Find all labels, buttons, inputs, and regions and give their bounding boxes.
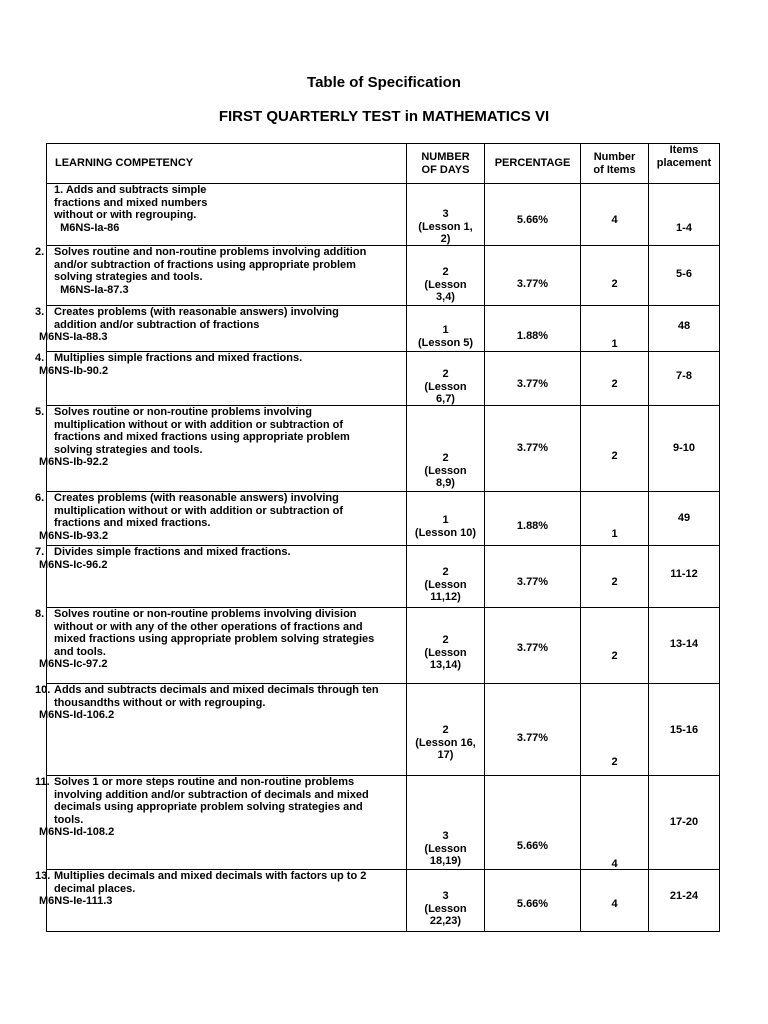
- percentage-value: 3.77%: [516, 642, 549, 654]
- days-cell: [407, 684, 485, 776]
- items-value: 1: [611, 528, 618, 540]
- items-value: 2: [611, 576, 618, 588]
- days-value: 2 (Lesson 11,12): [424, 566, 467, 603]
- days-cell: [407, 608, 485, 684]
- table-row: [47, 776, 720, 870]
- days-value: 3 (Lesson 22,23): [424, 890, 467, 927]
- percentage-value: 3.77%: [516, 278, 549, 290]
- items-cell: [581, 492, 649, 546]
- placement-value: 48: [677, 320, 691, 332]
- days-value: 3 (Lesson 1, 2): [418, 208, 473, 245]
- competency-code: M6NS-Id-106.2: [39, 709, 115, 721]
- competency-code: M6NS-Ia-86: [54, 221, 120, 234]
- competency-code: M6NS-Ib-93.2: [39, 529, 109, 542]
- competency-number: 3.: [35, 306, 45, 318]
- table-row: [47, 684, 720, 776]
- competency-text: Solves routine or non-routine problems involving division without or with any of the other operations of fractions and mixed fractions using appropriate problem solving strategies and tools.: [54, 608, 375, 658]
- percentage-value: 5.66%: [516, 214, 549, 226]
- competency-number: 8.: [35, 608, 45, 620]
- competency-code: M6NS-Ib-92.2: [39, 456, 109, 468]
- competency-number: 5.: [35, 406, 45, 418]
- days-value: 2 (Lesson 16, 17): [415, 724, 476, 761]
- percentage-cell: [485, 776, 581, 870]
- placement-cell: [649, 492, 720, 546]
- placement-value: 13-14: [669, 638, 699, 650]
- competency-code: M6NS-Ia-87.3: [54, 283, 129, 296]
- items-value: 2: [611, 756, 618, 768]
- days-value: 2 (Lesson 6,7): [424, 368, 467, 405]
- days-cell: [407, 306, 485, 352]
- percentage-cell: [485, 608, 581, 684]
- days-value: 1 (Lesson 10): [414, 514, 477, 539]
- table-row: [47, 492, 720, 546]
- competency-cell: [35, 546, 407, 608]
- table-header-row: [47, 144, 720, 184]
- items-cell: [581, 246, 649, 306]
- percentage-cell: [485, 492, 581, 546]
- table-row: [47, 352, 720, 406]
- competency-cell: [35, 684, 407, 776]
- competency-text: Creates problems (with reasonable answers) involving multiplication without or with addition or subtraction of fractions and mixed fractions.: [54, 492, 344, 529]
- competency-number: 7.: [35, 546, 45, 558]
- competency-code: M6NS-Ie-111.3: [39, 895, 113, 907]
- days-cell: [407, 352, 485, 406]
- items-cell: [581, 406, 649, 492]
- table-row: [47, 546, 720, 608]
- header-number-of-items: Number of Items: [581, 144, 649, 184]
- percentage-cell: [485, 352, 581, 406]
- table-row: [47, 608, 720, 684]
- items-cell: [581, 546, 649, 608]
- percentage-value: 3.77%: [516, 442, 549, 454]
- competency-number: 6.: [35, 492, 45, 504]
- items-value: 2: [611, 278, 618, 290]
- days-cell: [407, 406, 485, 492]
- placement-value: 1-4: [676, 222, 692, 234]
- days-value: 1 (Lesson 5): [417, 324, 473, 349]
- percentage-cell: [485, 306, 581, 352]
- competency-text: 1. Adds and subtracts simple fractions and mixed numbers without or with regrouping.: [54, 184, 208, 221]
- items-cell: [581, 776, 649, 870]
- items-cell: [581, 608, 649, 684]
- placement-cell: [649, 684, 720, 776]
- competency-cell: [35, 870, 407, 932]
- items-value: 2: [611, 378, 618, 390]
- document-subtitle: FIRST QUARTERLY TEST in MATHEMATICS VI: [218, 108, 550, 125]
- percentage-cell: [485, 546, 581, 608]
- header-percentage: PERCENTAGE: [485, 144, 581, 184]
- competency-code: M6NS-Ic-96.2: [39, 558, 108, 571]
- competency-cell: [47, 184, 407, 246]
- percentage-value: 1.88%: [516, 520, 549, 532]
- percentage-value: 1.88%: [516, 330, 549, 342]
- competency-code: M6NS-Id-108.2: [39, 826, 115, 838]
- days-value: 3 (Lesson 18,19): [424, 830, 467, 867]
- items-cell: [581, 870, 649, 932]
- placement-cell: [649, 406, 720, 492]
- competency-number: 11.: [35, 776, 50, 788]
- items-value: 2: [611, 450, 618, 462]
- items-cell: [581, 684, 649, 776]
- percentage-cell: [485, 684, 581, 776]
- competency-number: 13.: [35, 870, 51, 882]
- placement-value: 7-8: [676, 370, 692, 382]
- placement-cell: [649, 546, 720, 608]
- table-row: [47, 184, 720, 246]
- percentage-cell: [485, 246, 581, 306]
- competency-text: Divides simple fractions and mixed fractions.: [54, 546, 291, 558]
- competency-text: Solves routine and non-routine problems involving addition and/or subtraction of fractions using appropriate problem solving strategies and tools.: [54, 246, 367, 283]
- competency-text: Solves routine or non-routine problems involving multiplication without or with addition or subtraction of fractions and mixed fractions using appropriate problem solving strategies and tools.: [54, 406, 350, 456]
- days-cell: [407, 870, 485, 932]
- placement-value: 17-20: [669, 816, 699, 828]
- competency-cell: [35, 776, 407, 870]
- placement-value: 9-10: [672, 442, 696, 454]
- competency-cell: [35, 608, 407, 684]
- table-row: [47, 246, 720, 306]
- items-value: 4: [611, 214, 618, 226]
- placement-value: 15-16: [669, 724, 699, 736]
- placement-cell: [649, 870, 720, 932]
- percentage-value: 3.77%: [516, 576, 549, 588]
- competency-cell: [35, 492, 407, 546]
- percentage-value: 5.66%: [516, 840, 549, 852]
- competency-cell: [35, 246, 407, 306]
- header-number-of-days: NUMBER OF DAYS: [407, 144, 485, 184]
- competency-text: Solves 1 or more steps routine and non-routine problems involving addition and/or subtraction of decimals and mixed decimals using appropriate problem solving strategies and tools.: [54, 776, 369, 826]
- days-value: 2 (Lesson 13,14): [424, 634, 467, 671]
- competency-number: 2.: [35, 246, 45, 258]
- items-value: 4: [611, 898, 618, 910]
- placement-value: 5-6: [676, 268, 692, 280]
- percentage-value: 3.77%: [516, 732, 549, 744]
- items-value: 4: [611, 858, 618, 870]
- competency-code: M6NS-Ic-97.2: [39, 658, 108, 670]
- placement-cell: [649, 246, 720, 306]
- days-cell: [407, 246, 485, 306]
- percentage-value: 3.77%: [516, 378, 549, 390]
- placement-cell: [649, 608, 720, 684]
- competency-text: Multiplies simple fractions and mixed fractions.: [54, 352, 303, 364]
- days-cell: [407, 492, 485, 546]
- items-cell: [581, 306, 649, 352]
- competency-text: Creates problems (with reasonable answers) involving addition and/or subtraction of fractions: [54, 306, 339, 331]
- competency-code: M6NS-Ib-90.2: [39, 364, 109, 377]
- competency-text: Multiplies decimals and mixed decimals with factors up to 2 decimal places.: [54, 870, 367, 895]
- table-row: [47, 406, 720, 492]
- competency-number: 10.: [35, 684, 51, 696]
- items-value: 2: [611, 650, 618, 662]
- percentage-cell: [485, 406, 581, 492]
- specification-table: [35, 143, 720, 932]
- competency-cell: [35, 306, 407, 352]
- placement-value: 21-24: [669, 890, 699, 902]
- placement-cell: [649, 776, 720, 870]
- header-learning-competency: LEARNING COMPETENCY: [47, 144, 407, 184]
- percentage-value: 5.66%: [516, 898, 549, 910]
- items-value: 1: [611, 338, 618, 350]
- days-cell: [407, 776, 485, 870]
- days-value: 2 (Lesson 8,9): [424, 452, 467, 489]
- placement-value: 11-12: [670, 568, 698, 580]
- document-title: Table of Specification: [307, 74, 461, 91]
- items-cell: [581, 184, 649, 246]
- competency-cell: [35, 406, 407, 492]
- percentage-cell: [485, 184, 581, 246]
- competency-cell: [35, 352, 407, 406]
- table-row: [47, 306, 720, 352]
- days-cell: [407, 546, 485, 608]
- competency-number: 4.: [35, 352, 45, 364]
- header-items-placement: Items placement: [649, 144, 720, 184]
- items-cell: [581, 352, 649, 406]
- table-row: [47, 870, 720, 932]
- days-cell: [407, 184, 485, 246]
- percentage-cell: [485, 870, 581, 932]
- placement-value: 49: [677, 512, 691, 524]
- placement-cell: [649, 352, 720, 406]
- competency-code: M6NS-Ia-88.3: [39, 331, 108, 343]
- placement-cell: [649, 306, 720, 352]
- placement-cell: [649, 184, 720, 246]
- competency-text: Adds and subtracts decimals and mixed decimals through ten thousandths without or with regrouping.: [54, 684, 379, 709]
- days-value: 2 (Lesson 3,4): [424, 266, 467, 303]
